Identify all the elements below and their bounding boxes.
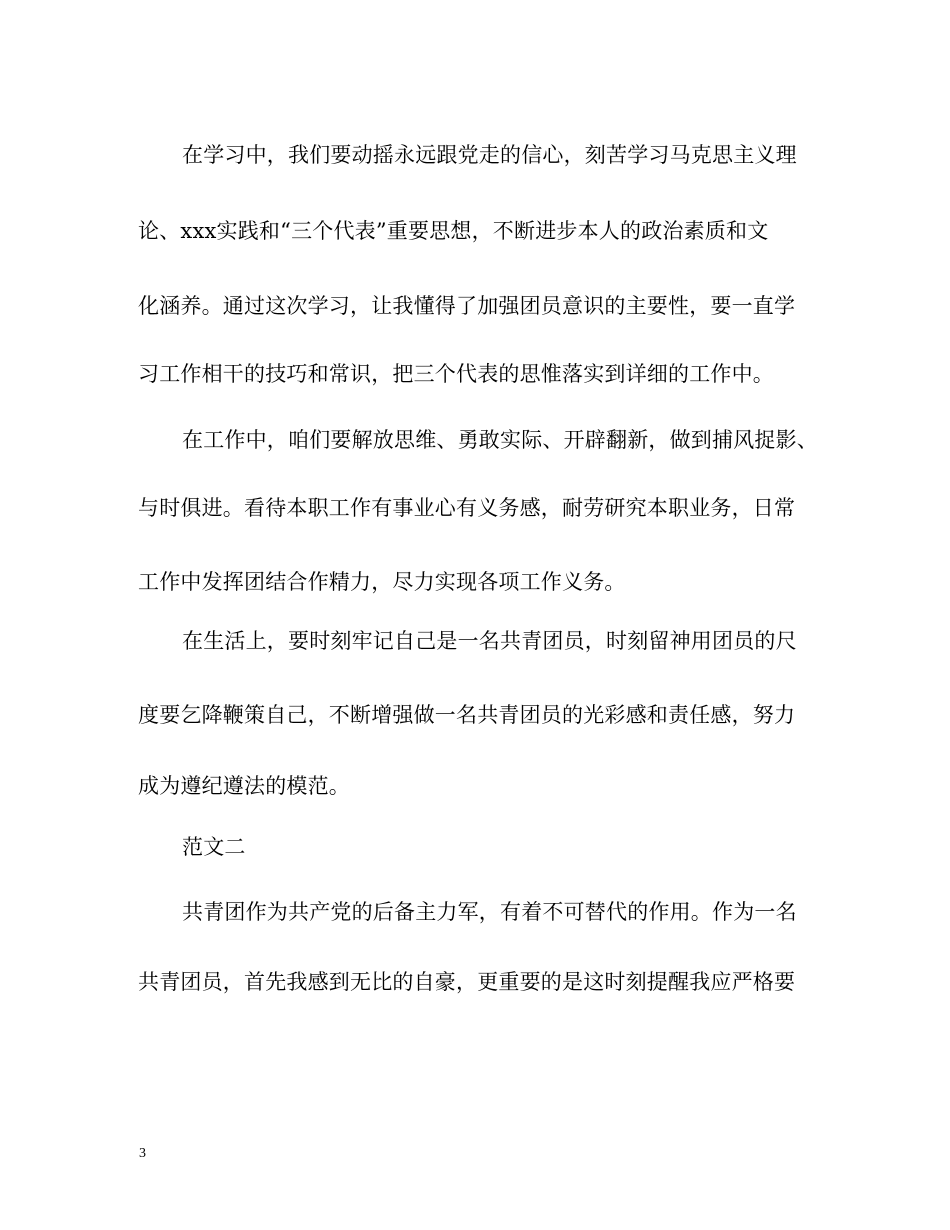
paragraph-1-line-4: 习工作相干的技巧和常识，把三个代表的思惟落实到详细的工作中。 [138, 362, 774, 386]
paragraph-2-line-2: 与时俱进。看待本职工作有事业心有义务感，耐劳研究本职业务，日常 [138, 496, 796, 520]
paragraph-3-line-3: 成为遵纪遵法的模范。 [138, 774, 350, 798]
paragraph-1-line-1: 在学习中，我们要动摇永远跟党走的信心，刻苦学习马克思主义理 [182, 143, 797, 167]
paragraph-3-line-2: 度要乞降鞭策自己，不断增强做一名共青团员的光彩感和责任感，努力 [138, 703, 796, 727]
paragraph-1-line-3: 化涵养。通过这次学习，让我懂得了加强团员意识的主要性，要一直学 [138, 294, 796, 318]
page-number: 3 [139, 1146, 146, 1161]
paragraph-2-line-3: 工作中发挥团结合作精力，尽力实现各项工作义务。 [138, 570, 626, 594]
paragraph-4-line-2: 共青团员，首先我感到无比的自豪，更重要的是这时刻提醒我应严格要 [138, 970, 796, 994]
section-heading: 范文二 [182, 835, 246, 859]
paragraph-3-line-1: 在生活上，要时刻牢记自己是一名共青团员，时刻留神用团员的尺 [182, 629, 797, 653]
paragraph-1-line-2: 论、xxx实践和“三个代表”重要思想，不断进步本人的政治素质和文 [138, 219, 769, 243]
paragraph-4-line-1: 共青团作为共产党的后备主力军，有着不可替代的作用。作为一名 [182, 900, 797, 924]
paragraph-2-line-1: 在工作中，咱们要解放思维、勇敢实际、开辟翻新，做到捕风捉影、 [182, 428, 818, 452]
